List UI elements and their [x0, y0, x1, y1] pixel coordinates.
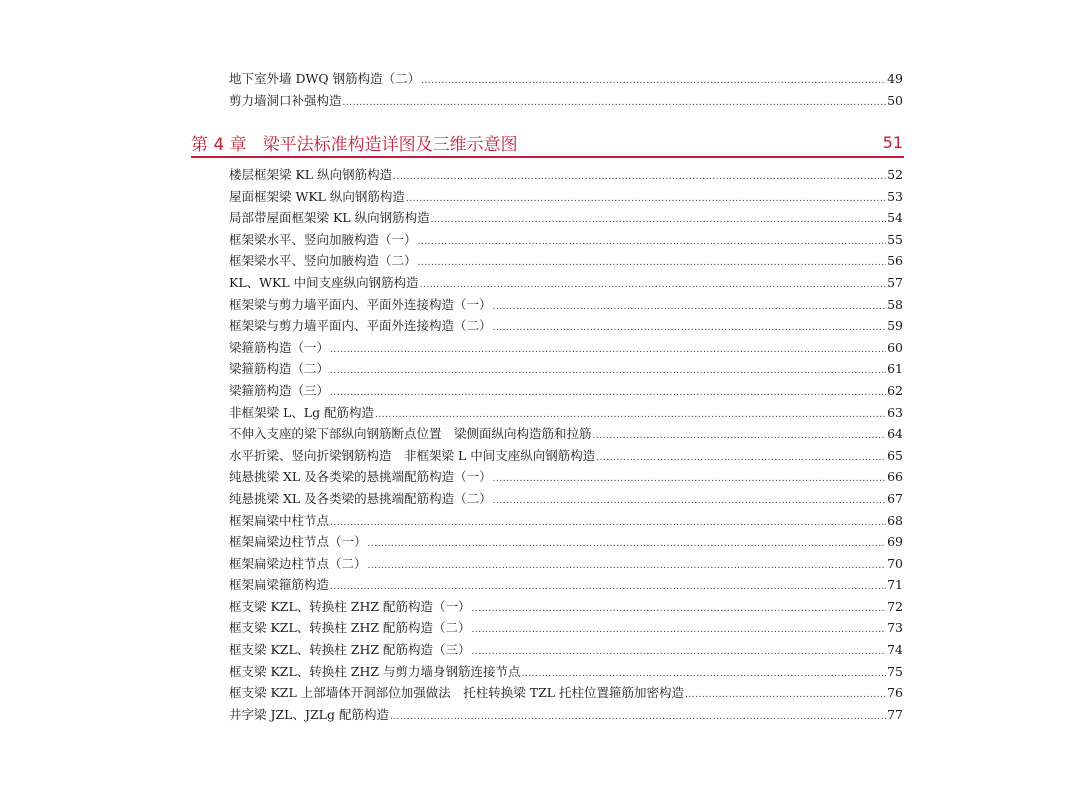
toc-entry-title: 框架梁与剪力墙平面内、平面外连接构造（一）	[229, 296, 492, 312]
toc-leader-dots	[330, 366, 886, 376]
toc-entry-page: 72	[887, 598, 903, 614]
toc-entry-title: 框支梁 KZL、转换柱 ZHZ 配筋构造（三）	[229, 642, 471, 658]
toc-entry-page: 61	[887, 361, 903, 377]
toc-entry-page: 49	[887, 71, 903, 86]
toc-entry[interactable]	[229, 69, 903, 91]
toc-leader-dots	[418, 258, 887, 268]
chapter-toc-list	[229, 165, 903, 726]
toc-leader-dots	[596, 453, 886, 463]
toc-entry-page: 60	[887, 339, 903, 355]
chapter-divider	[191, 156, 904, 158]
chapter-page: 51	[882, 132, 903, 152]
toc-entry[interactable]	[229, 230, 903, 252]
toc-entry-page: 77	[887, 706, 903, 722]
toc-entry[interactable]	[229, 316, 903, 338]
toc-entry-page: 73	[887, 620, 903, 636]
toc-entry-title: 框支梁 KZL、转换柱 ZHZ 配筋构造（一）	[229, 598, 471, 614]
toc-entry-page: 74	[887, 642, 903, 658]
toc-leader-dots	[472, 647, 887, 657]
toc-leader-dots	[393, 172, 886, 182]
toc-leader-dots	[406, 194, 886, 204]
toc-entry-title: 梁箍筋构造（二）	[229, 361, 330, 377]
toc-entry-page: 57	[887, 274, 903, 290]
toc-entry-page: 66	[887, 469, 903, 485]
toc-entry[interactable]	[229, 295, 903, 317]
toc-entry-page: 52	[887, 167, 903, 182]
toc-entry-title: KL、WKL 中间支座纵向钢筋构造	[229, 274, 419, 290]
toc-entry[interactable]	[229, 424, 903, 446]
toc-entry-title: 纯悬挑梁 XL 及各类梁的悬挑端配筋构造（一）	[229, 469, 492, 485]
toc-entry[interactable]	[229, 251, 903, 273]
toc-entry-page: 69	[887, 534, 903, 550]
toc-entry-title: 框支梁 KZL、转换柱 ZHZ 与剪力墙身钢筋连接节点	[229, 663, 521, 679]
toc-entry[interactable]	[229, 359, 903, 381]
toc-entry-title: 框架梁与剪力墙平面内、平面外连接构造（二）	[229, 318, 492, 334]
toc-entry-title: 框架扁梁边柱节点（一）	[229, 534, 367, 550]
toc-entry-page: 58	[887, 296, 903, 312]
toc-leader-dots	[368, 539, 887, 549]
toc-leader-dots	[685, 690, 886, 700]
toc-entry-title: 楼层框架梁 KL 纵向钢筋构造	[229, 167, 393, 182]
toc-leader-dots	[493, 496, 886, 506]
toc-entry[interactable]	[229, 683, 903, 705]
toc-entry[interactable]	[229, 662, 903, 684]
toc-entry[interactable]	[229, 705, 903, 727]
toc-leader-dots	[472, 625, 887, 635]
toc-leader-dots	[330, 388, 886, 398]
toc-leader-dots	[418, 237, 887, 247]
toc-entry-title: 框支梁 KZL、转换柱 ZHZ 配筋构造（二）	[229, 620, 471, 636]
toc-entry[interactable]	[229, 338, 903, 360]
toc-entry[interactable]	[229, 208, 903, 230]
toc-leader-dots	[343, 98, 887, 108]
toc-leader-dots	[493, 302, 887, 312]
toc-entry-title: 局部带屋面框架梁 KL 纵向钢筋构造	[229, 210, 430, 226]
toc-leader-dots	[493, 474, 886, 484]
toc-entry-page: 50	[887, 92, 903, 108]
toc-leader-dots	[493, 323, 887, 333]
toc-entry-title: 屋面框架梁 WKL 纵向钢筋构造	[229, 188, 405, 204]
toc-leader-dots	[375, 410, 886, 420]
toc-entry-title: 框架梁水平、竖向加腋构造（一）	[229, 231, 417, 247]
toc-leader-dots	[330, 518, 886, 528]
toc-entry-title: 框架扁梁箍筋构造	[229, 577, 330, 593]
toc-entry-page: 71	[887, 577, 903, 593]
chapter-title: 梁平法标准构造详图及三维示意图	[262, 134, 518, 155]
toc-entry-page: 67	[887, 490, 903, 506]
toc-leader-dots	[522, 669, 887, 679]
toc-entry-page: 55	[887, 231, 903, 247]
toc-entry-title: 框支梁 KZL 上部墙体开洞部位加强做法 托柱转换梁 TZL 托柱位置箍筋加密构造	[229, 685, 685, 701]
toc-entry-page: 65	[887, 447, 903, 463]
toc-entry[interactable]	[229, 273, 903, 295]
toc-entry[interactable]	[229, 511, 903, 533]
toc-entry-title: 框架扁梁中柱节点	[229, 512, 330, 528]
toc-entry-page: 54	[887, 210, 903, 226]
toc-leader-dots	[593, 431, 887, 441]
toc-entry-page: 76	[887, 685, 903, 701]
toc-entry[interactable]	[229, 381, 903, 403]
toc-entry[interactable]	[229, 532, 903, 554]
toc-entry-page: 75	[887, 663, 903, 679]
toc-entry[interactable]	[229, 91, 903, 113]
toc-entry-page: 68	[887, 512, 903, 528]
toc-entry-title: 梁箍筋构造（三）	[229, 382, 330, 398]
toc-entry-page: 56	[887, 253, 903, 269]
toc-entry[interactable]	[229, 467, 903, 489]
pre-chapter-toc-list	[229, 69, 903, 112]
toc-entry[interactable]	[229, 187, 903, 209]
toc-entry-page: 53	[887, 188, 903, 204]
chapter-heading[interactable]	[191, 128, 903, 156]
toc-leader-dots	[330, 582, 886, 592]
toc-entry[interactable]	[229, 489, 903, 511]
toc-entry-title: 非框架梁 L、Lg 配筋构造	[229, 404, 375, 420]
toc-entry-title: 不伸入支座的梁下部纵向钢筋断点位置 梁侧面纵向构造筋和拉筋	[229, 426, 592, 442]
toc-entry[interactable]	[229, 597, 903, 619]
toc-entry[interactable]	[229, 575, 903, 597]
toc-leader-dots	[368, 561, 887, 571]
toc-leader-dots	[472, 604, 887, 614]
toc-entry-page: 64	[887, 426, 903, 442]
toc-entry-title: 水平折梁、竖向折梁钢筋构造 非框架梁 L 中间支座纵向钢筋构造	[229, 447, 596, 463]
toc-entry-title: 剪力墙洞口补强构造	[229, 92, 342, 108]
toc-entry[interactable]	[229, 640, 903, 662]
toc-leader-dots	[431, 215, 887, 225]
toc-entry[interactable]	[229, 618, 903, 640]
toc-entry-title: 梁箍筋构造（一）	[229, 339, 330, 355]
toc-entry-page: 63	[887, 404, 903, 420]
toc-leader-dots	[390, 712, 886, 722]
toc-leader-dots	[330, 345, 886, 355]
toc-entry[interactable]	[229, 446, 903, 468]
toc-leader-dots	[420, 280, 886, 290]
toc-entry-page: 62	[887, 382, 903, 398]
toc-entry-title: 井字梁 JZL、JZLg 配筋构造	[229, 706, 389, 722]
toc-entry-title: 框架扁梁边柱节点（二）	[229, 555, 367, 571]
toc-entry[interactable]	[229, 165, 903, 187]
toc-entry-title: 框架梁水平、竖向加腋构造（二）	[229, 253, 417, 269]
toc-entry[interactable]	[229, 554, 903, 576]
toc-entry-page: 70	[887, 555, 903, 571]
toc-entry-title: 纯悬挑梁 XL 及各类梁的悬挑端配筋构造（二）	[229, 490, 492, 506]
toc-entry-title: 地下室外墙 DWQ 钢筋构造（二）	[229, 71, 421, 86]
toc-entry-page: 59	[887, 318, 903, 334]
chapter-label: 第 4 章	[191, 134, 247, 155]
toc-entry[interactable]	[229, 403, 903, 425]
toc-leader-dots	[421, 76, 886, 86]
